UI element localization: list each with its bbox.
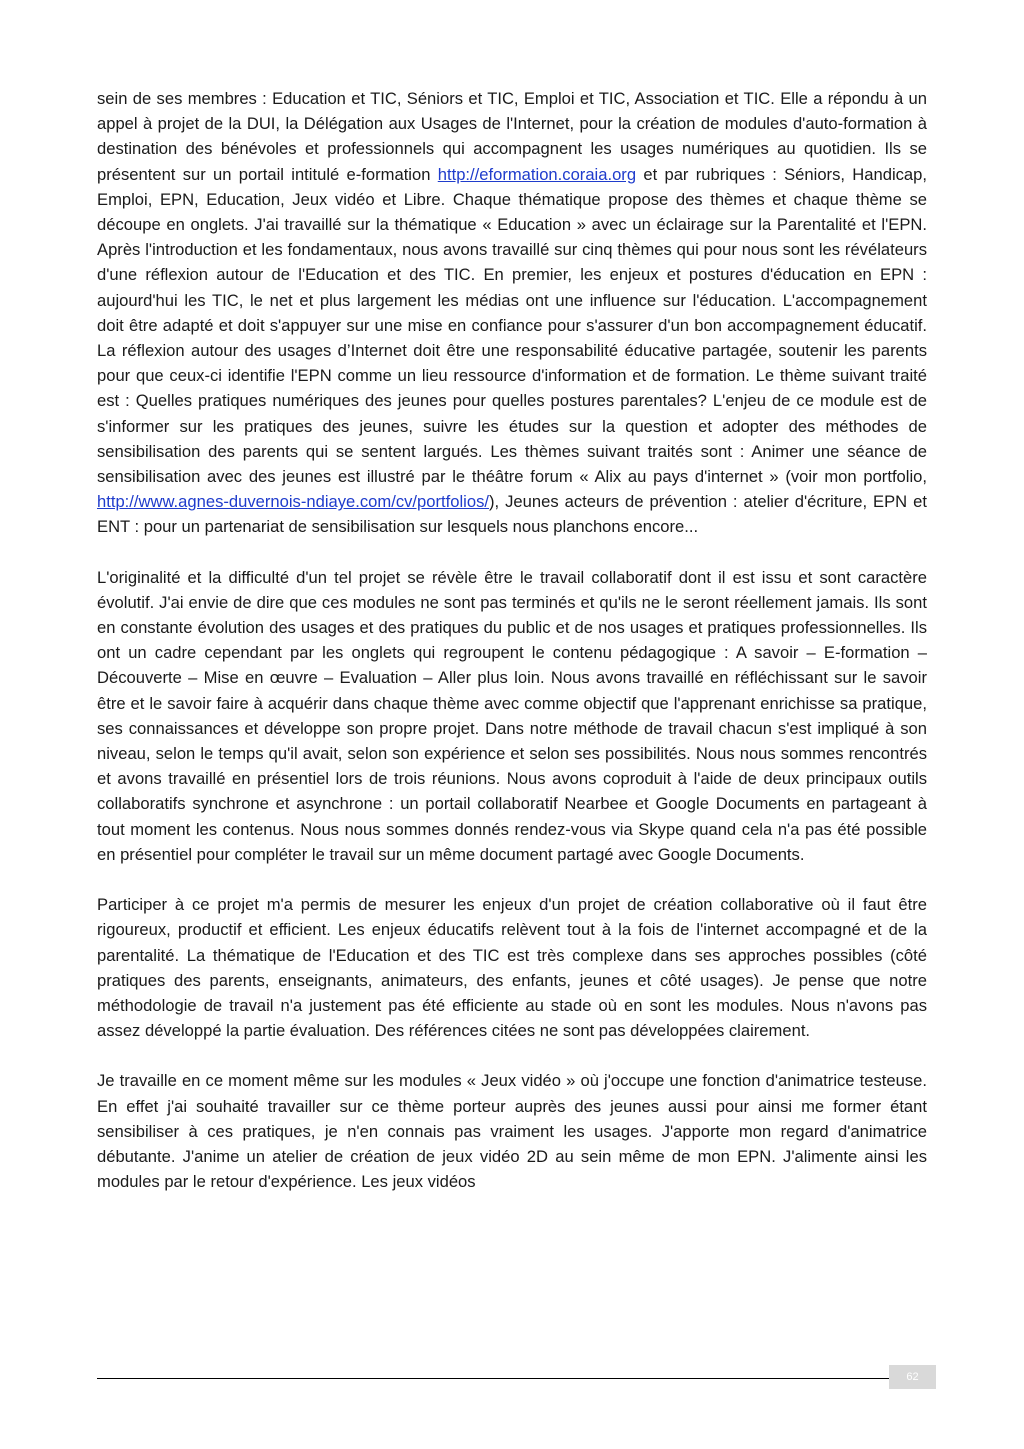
paragraph-1-text-middle: et par rubriques : Séniors, Handicap, Emploi, EPN, Education, Jeux vidéo et Libre. Chaque thématique propose des thèmes et chaque thème se découpe en onglets. J'ai travaillé sur la thématique « Education » avec un éclairage sur la Parentalité et l'EPN. Après l'introduction et les fondamentaux, nous avons travaillé sur cinq thèmes qui pour nous sont les révélateurs d'une réflexion autour de l'Education et des TIC. En premier, les enjeux et postures d'éducation en EPN : aujourd'hui les TIC, le net et plus largement les médias ont une influence sur l'éducation. L'accompagnement doit être adapté et doit s'appuyer sur une mise en confiance pour s'assurer d'un bon accompagnement éducatif. La réflexion autour des usages d’Internet doit être une responsabilité éducative partagée, soutenir les parents pour que ceux-ci identifie l'EPN comme un lieu ressource d'information et de formation. Le thème suivant traité est : Quelles pratiques numériques des jeunes pour quelles postures parentales? L'enjeu de ce module est de s'informer sur les pratiques des jeunes, suivre les études sur la question et adopter des méthodes de sensibilisation des parents qui se sentent largués. Les thèmes suivant traités sont : Animer une séance de sensibilisation avec des jeunes est illustré par le théâtre forum « Alix au pays d'internet » (voir mon portfolio, bbox=[97, 164, 927, 487]
paragraph-4: Je travaille en ce moment même sur les modules « Jeux vidéo » où j'occupe une fonction d'animatrice testeuse. En effet j'ai souhaité travailler sur ce thème porteur auprès des jeunes aussi pour ainsi me former étant sensibiliser à ces pratiques, je n'en connais pas vraiment les usages. J'apporte mon regard d'animatrice débutante. J'anime un atelier de création de jeux vidéo 2D au sein même de mon EPN. J'alimente ainsi les modules par le retour d'expérience. Les jeux vidéos bbox=[97, 1071, 927, 1192]
eformation-link[interactable]: http://eformation.coraia.org bbox=[437, 164, 637, 184]
document-body bbox=[97, 86, 927, 1219]
page-number-badge: 62 bbox=[889, 1365, 936, 1389]
paragraph-1-text-start: sein de ses membres : Education et TIC, Séniors et TIC, Emploi et TIC, Association et TIC. Elle a répondu à un appel à projet de la DUI, la Délégation aux Usages de l'Internet, pour la création de modules d'auto-formation à destination des bénévoles et professionnels qui accompagnent les usages numériques au quotidien. Ils se présentent sur un portail intitulé e-formation bbox=[97, 89, 927, 184]
paragraph-1-text-end: ), Jeunes acteurs de prévention : atelier d'écriture, EPN et ENT : pour un partenariat de sensibilisation sur lesquels nous planchons encore... bbox=[97, 492, 927, 537]
footer-divider bbox=[97, 1378, 889, 1379]
paragraph-2: L'originalité et la difficulté d'un tel projet se révèle être le travail collaboratif dont il est issu et sont caractère évolutif. J'ai envie de dire que ces modules ne sont pas terminés et qu'ils ne le seront réellement jamais. Ils sont en constante évolution des usages et des pratiques du public et de nos usages et pratiques professionnelles. Ils ont un cadre cependant par les onglets qui regroupent le contenu pédagogique : A savoir – E-formation – Découverte – Mise en œuvre – Evaluation – Aller plus loin. Nous avons travaillé en réfléchissant sur le savoir être et le savoir faire à acquérir dans chaque thème avec comme objectif que l'apprenant enrichisse sa pratique, ses connaissances et développe son propre projet. Dans notre méthode de travail chacun s'est impliqué à son niveau, selon le temps qu'il avait, selon son expérience et selon ses possibilités. Nous nous sommes rencontrés et avons travaillé en présentiel lors de trois réunions. Nous avons coproduit à l'aide de deux principaux outils collaboratifs synchrone et asynchrone : un portail collaboratif Nearbee et Google Documents en partageant à tout moment les contenus. Nous nous sommes donnés rendez-vous via Skype quand cela n'a pas été possible en présentiel pour compléter le travail sur un même document partagé avec Google Documents. bbox=[97, 567, 927, 864]
portfolio-link[interactable]: http://www.agnes-duvernois-ndiaye.com/cv/portfolios/ bbox=[97, 492, 489, 512]
paragraph-1 bbox=[97, 86, 927, 540]
paragraph-3: Participer à ce projet m'a permis de mesurer les enjeux d'un projet de création collaborative où il faut être rigoureux, productif et efficient. Les enjeux éducatifs relèvent tout à la fois de l'internet accompagné et de la parentalité. La thématique de l'Education et des TIC est très complexe dans ses approches possibles (côté pratiques des parents, enseignants, animateurs, des enfants, jeunes et côté usages). Je pense que notre méthodologie de travail n'a justement pas été efficiente au stade où en sont les modules. Nous n'avons pas assez développé la partie évaluation. Des références citées ne sont pas développées clairement. bbox=[97, 895, 927, 1041]
